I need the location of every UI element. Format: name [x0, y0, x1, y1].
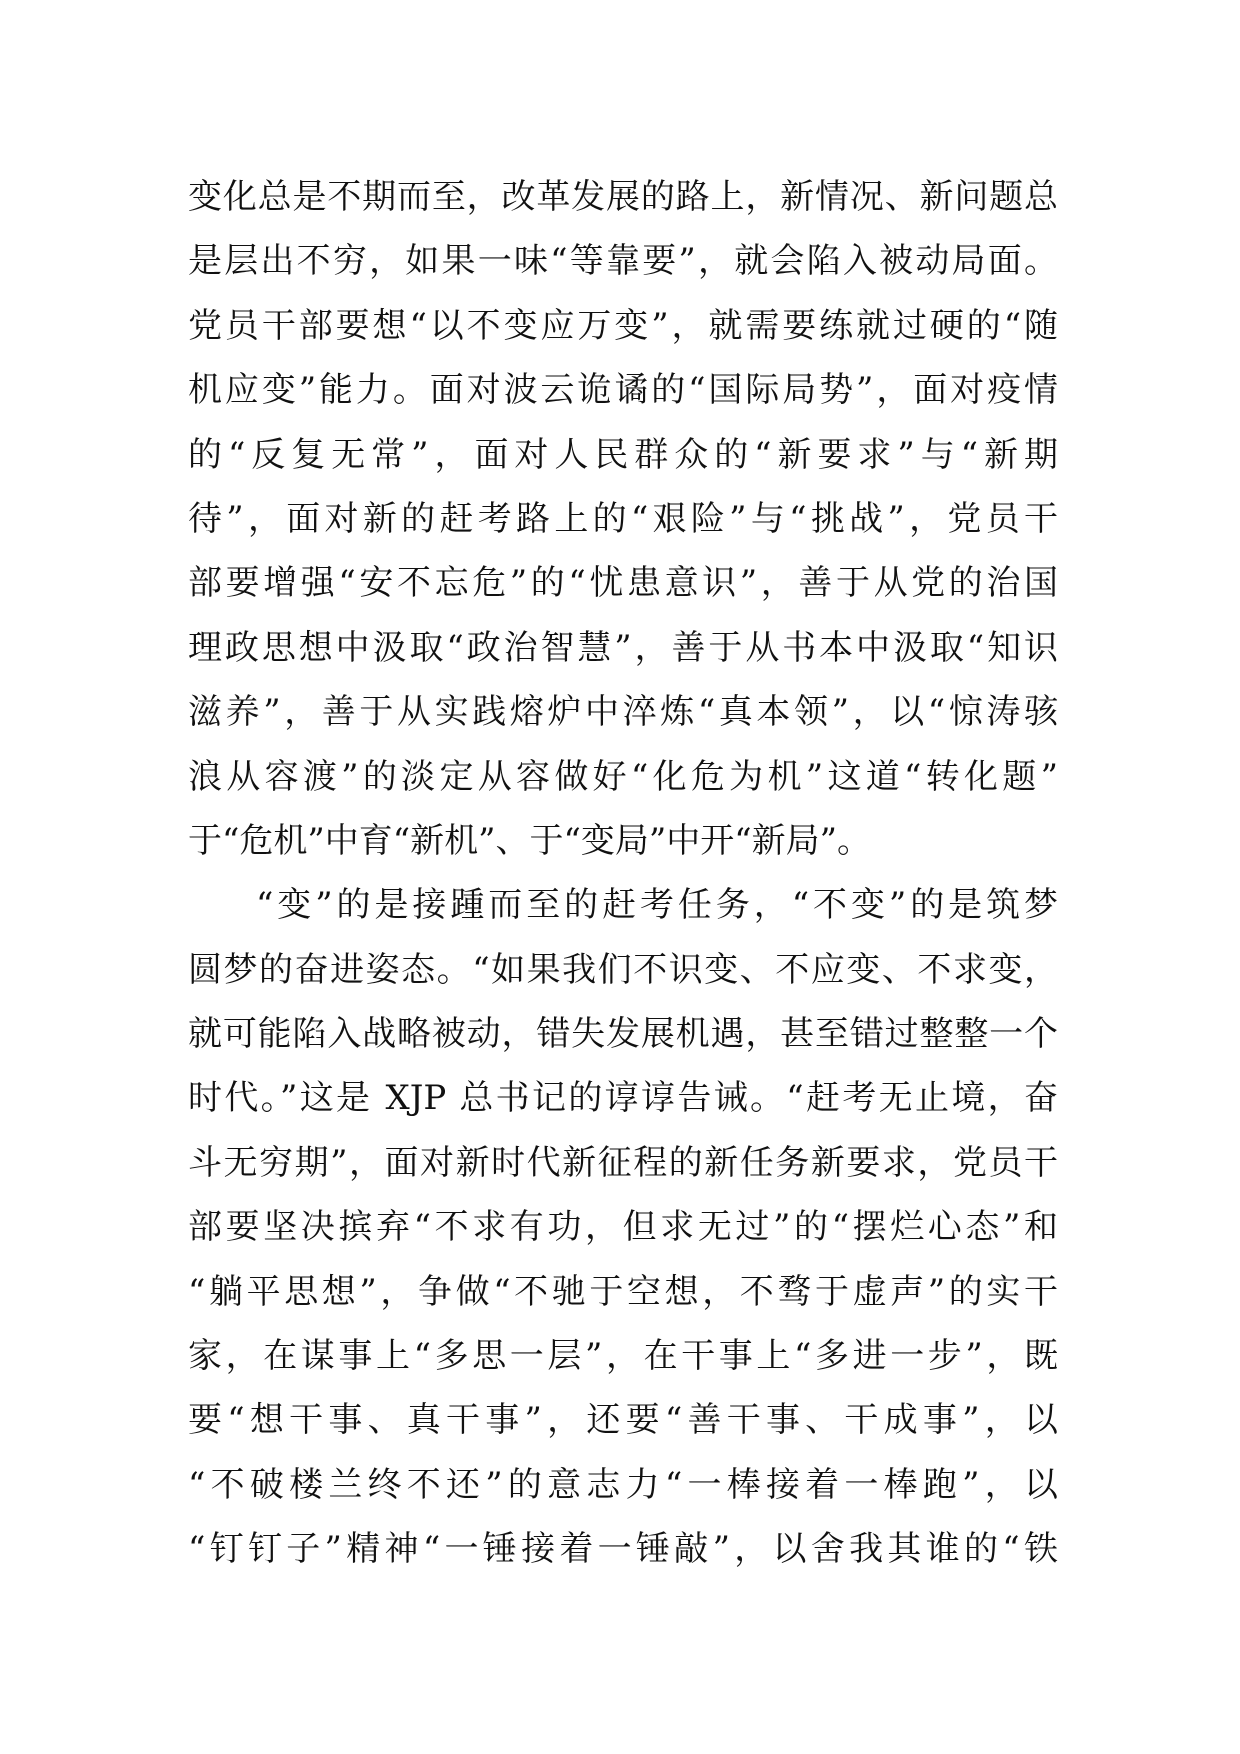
text-line-6: 待”，面对新的赶考路上的“艰险”与“挑战”，党员干	[188, 498, 1058, 539]
text-line-1: 变化总是不期而至，改革发展的路上，新情况、新问题总	[188, 177, 1058, 217]
document-body	[188, 165, 1058, 1582]
text-line-21: “不破楼兰终不还”的意志力“一棒接着一棒跑”，以	[188, 1464, 1058, 1505]
text-line-16: 斗无穷期”，面对新时代新征程的新任务新要求，党员干	[188, 1142, 1058, 1183]
text-line-13: 圆梦的奋进姿态。“如果我们不识变、不应变、不求变，	[188, 949, 1058, 990]
text-line-4: 机应变”能力。面对波云诡谲的“国际局势”，面对疫情	[188, 370, 1058, 411]
text-line-19: 家，在谋事上“多思一层”，在干事上“多进一步”，既	[188, 1336, 1058, 1377]
text-line-8: 理政思想中汲取“政治智慧”，善于从书本中汲取“知识	[188, 627, 1058, 668]
text-line-2: 是层出不穷，如果一味“等靠要”，就会陷入被动局面。	[188, 241, 1058, 282]
text-line-10: 浪从容渡”的淡定从容做好“化危为机”这道“转化题”	[188, 756, 1058, 797]
text-line-22: “钉钉子”精神“一锤接着一锤敲”，以舍我其谁的“铁	[188, 1529, 1058, 1570]
text-line-18: “躺平思想”，争做“不驰于空想，不骛于虚声”的实干	[188, 1271, 1058, 1312]
text-line-11: 于“危机”中育“新机”、于“变局”中开“新局”。	[188, 820, 872, 861]
text-line-14: 就可能陷入战略被动，错失发展机遇，甚至错过整整一个	[188, 1014, 1058, 1055]
text-line-12: “变”的是接踵而至的赶考任务，“不变”的是筑梦	[256, 885, 1058, 926]
text-line-15: 时代。”这是 XJP 总书记的谆谆告诫。“赶考无止境，奋	[188, 1078, 1058, 1119]
text-line-20: 要“想干事、真干事”，还要“善干事、干成事”，以	[188, 1400, 1058, 1441]
text-line-9: 滋养”，善于从实践熔炉中淬炼“真本领”，以“惊涛骇	[188, 692, 1058, 733]
text-line-3: 党员干部要想“以不变应万变”，就需要练就过硬的“随	[188, 305, 1058, 346]
text-line-17: 部要坚决摈弃“不求有功，但求无过”的“摆烂心态”和	[188, 1207, 1058, 1248]
text-line-5: 的“反复无常”，面对人民群众的“新要求”与“新期	[188, 434, 1058, 475]
text-line-7: 部要增强“安不忘危”的“忧患意识”，善于从党的治国	[188, 563, 1058, 604]
